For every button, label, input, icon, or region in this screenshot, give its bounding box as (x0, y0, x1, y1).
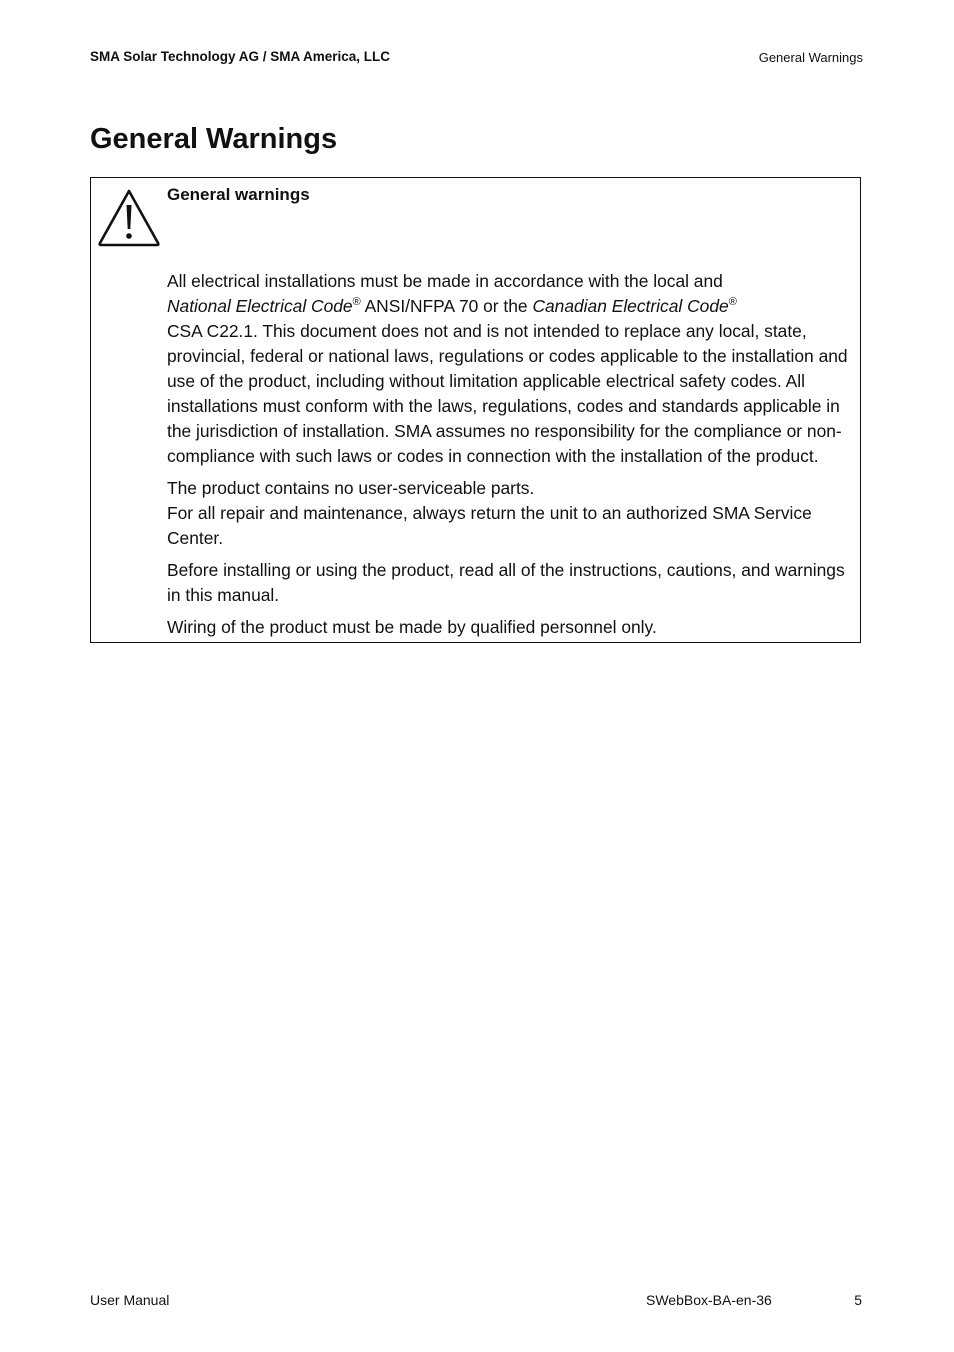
warning-paragraph-read-manual: Before installing or using the product, read all of the instructions, cautions, and warnings in this manual. (167, 560, 845, 605)
codes-mid-text: ANSI/NFPA 70 or the (360, 296, 533, 316)
footer-page-number: 5 (854, 1292, 862, 1308)
nec-name: National Electrical Code (167, 296, 353, 316)
warning-body (167, 269, 857, 647)
cec-name: Canadian Electrical Code (532, 296, 729, 316)
codes-rest-text: CSA C22.1. This document does not and is not intended to replace any local, state, provincial, federal or national laws, regulations or codes applicable to the installation and use of the product, including without limitation applicable electrical safety codes. All installations must conform with the laws, regulations, codes and standards applicable in the jurisdiction of installation. SMA assumes no responsibility for the compliance or non-compliance with such laws or codes in connection with the installation of the product. (167, 321, 848, 466)
codes-line-1: All electrical installations must be made in accordance with the local and (167, 271, 723, 291)
warning-paragraph-service: For all repair and maintenance, always return the unit to an authorized SMA Service Center. (167, 503, 812, 548)
warning-triangle-icon (96, 187, 162, 249)
registered-mark: ® (352, 296, 361, 308)
header-section: General Warnings (758, 50, 863, 65)
warning-box (90, 177, 861, 643)
warning-paragraph-codes (167, 269, 857, 469)
footer-doc-type: User Manual (90, 1292, 170, 1308)
registered-mark: ® (728, 296, 737, 308)
page-title: General Warnings (90, 123, 338, 155)
footer-doc-id: SWebBox-BA-en-36 (646, 1292, 772, 1308)
warning-paragraph-parts: The product contains no user-serviceable parts. (167, 478, 535, 498)
warning-paragraph-wiring: Wiring of the product must be made by qualified personnel only. (167, 617, 657, 637)
warning-heading: General warnings (167, 185, 310, 204)
header-company: SMA Solar Technology AG / SMA America, LLC (90, 49, 391, 64)
